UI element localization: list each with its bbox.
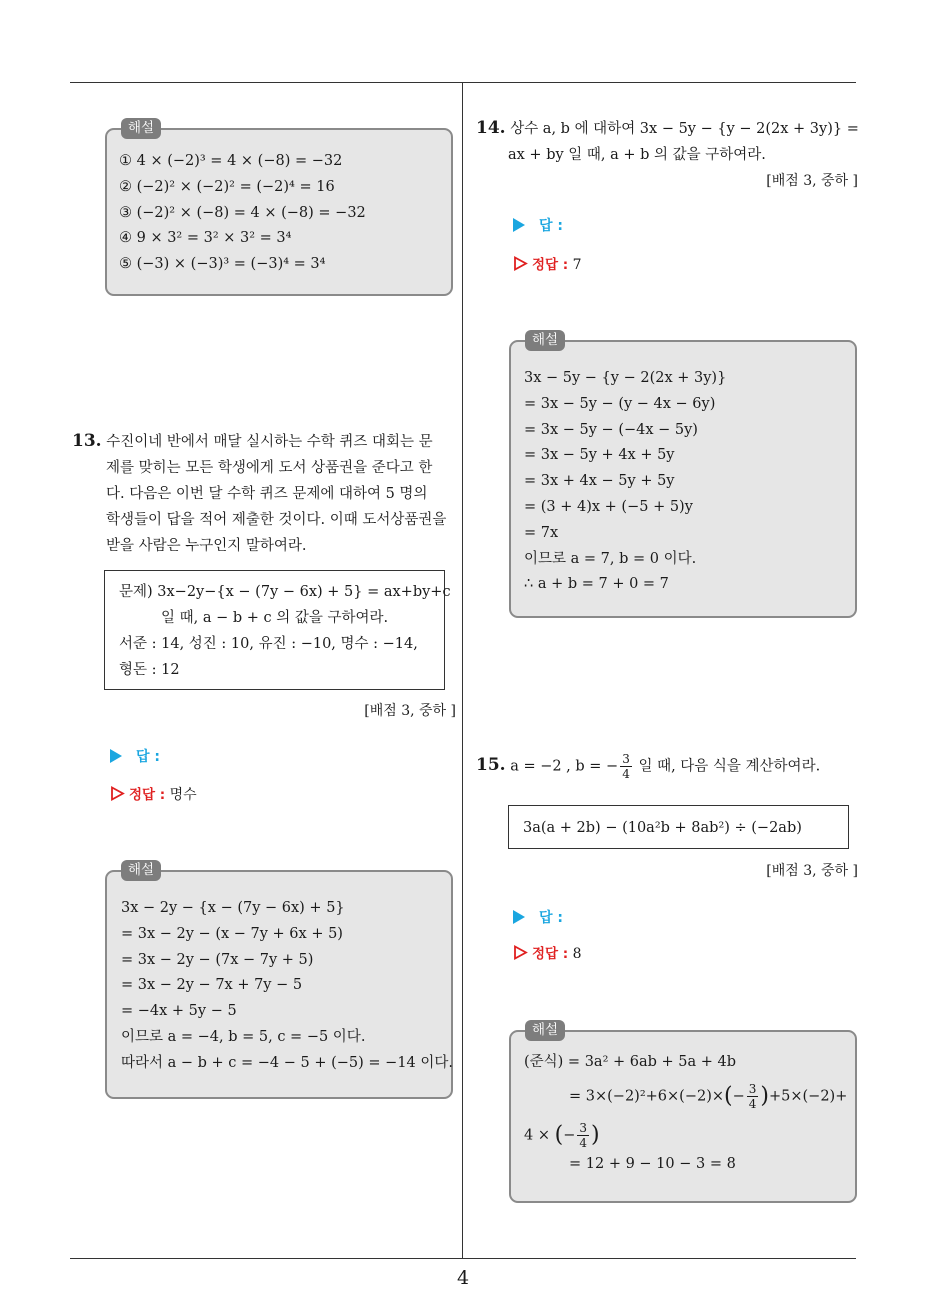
paren-open: ( [724, 1083, 733, 1109]
top-rule [70, 82, 856, 83]
solution-line [524, 1082, 847, 1111]
answer-label: 답 : [136, 749, 160, 765]
solution-line: ③ (−2)² × (−8) = 4 × (−8) = −32 [119, 204, 366, 221]
solution-line: ② (−2)² × (−2)² = (−2)⁴ = 16 [119, 178, 335, 195]
solution-line: ⑤ (−3) × (−3)³ = (−3)⁴ = 3⁴ [119, 256, 326, 273]
neg-sign: − [732, 1088, 745, 1105]
solution-tag: 해설 [121, 118, 161, 139]
question-text: 제를 맞히는 모든 학생에게 도서 상품권을 준다고 한 [106, 460, 433, 476]
fraction-denominator: 4 [579, 1135, 587, 1150]
answer-label: 답 : [539, 218, 563, 234]
question-number: 15. [476, 755, 506, 775]
score-label: [배점 3, 중하 ] [766, 863, 858, 879]
paren-close: ) [590, 1122, 600, 1148]
solution-line: = 3x − 5y + 4x + 5y [524, 447, 675, 464]
frame-line: 문제) 3x−2y−{x − (7y − 6x) + 5} = ax+by+c [119, 584, 451, 600]
fraction-numerator: 3 [748, 1081, 757, 1096]
paren-close: ) [760, 1083, 769, 1109]
solution-line: = −4x + 5y − 5 [121, 1003, 237, 1020]
question-text: 상수 a, b 에 대하여 3x − 5y − {y − 2(2x + 3y)} = [510, 121, 859, 137]
question-text: 다. 다음은 이번 달 수학 퀴즈 문제에 대하여 5 명의 [106, 486, 428, 502]
key-label: 정답 : [532, 257, 569, 273]
solution-text: = 3×(−2)²+6×(−2)× [569, 1088, 724, 1105]
frame-line: 일 때, a − b + c 의 값을 구하여라. [161, 610, 389, 626]
solution-line: ① 4 × (−2)³ = 4 × (−8) = −32 [119, 153, 343, 169]
solution-box-13 [105, 862, 454, 1099]
column-divider [462, 83, 463, 1259]
play-triangle-icon [513, 910, 525, 924]
solution-line: = 3x + 4x − 5y + 5y [524, 473, 675, 490]
fraction-denominator: 4 [622, 767, 630, 781]
key-value: 8 [572, 946, 582, 962]
solution-line: = 3x − 2y − 7x + 7y − 5 [121, 977, 303, 994]
question-text: 일 때, 다음 식을 계산하여라. [633, 758, 821, 775]
answer-prompt [513, 215, 563, 235]
answer-key [513, 942, 582, 962]
bottom-rule [70, 1258, 856, 1259]
solution-line: = 12 + 9 − 10 − 3 = 8 [569, 1155, 736, 1172]
score-label: [배점 3, 중하 ] [364, 703, 456, 719]
score-label: [배점 3, 중하 ] [766, 173, 858, 189]
solution-box-15 [509, 1022, 857, 1203]
fraction-denominator: 4 [748, 1096, 757, 1111]
neg-sign: − [563, 1127, 576, 1144]
solution-line [524, 1121, 847, 1150]
question-text: 받을 사람은 누구인지 말하여라. [106, 538, 307, 554]
fraction-numerator: 3 [579, 1120, 587, 1135]
fraction-numerator: 3 [622, 752, 630, 766]
solution-line: ∴ a + b = 7 + 0 = 7 [524, 576, 669, 593]
fraction [620, 752, 632, 781]
solution-text: 4 × [524, 1127, 550, 1144]
question-text: a = −2 , b = − [510, 758, 619, 775]
solution-line: = (3 + 4)x + (−5 + 5)y [524, 498, 693, 515]
frame-line: 형돈 : 12 [119, 662, 180, 678]
answer-label: 답 : [539, 910, 563, 926]
solution-line: = 3x − 2y − (x − 7y + 6x + 5) [121, 925, 343, 942]
answer-key [513, 253, 582, 273]
solution-tag: 해설 [525, 1020, 565, 1041]
solution-line: = 3x − 5y − (−4x − 5y) [524, 421, 698, 438]
outline-triangle-icon [513, 256, 528, 271]
solution-line: 따라서 a − b + c = −4 − 5 + (−5) = −14 이다. [121, 1054, 454, 1071]
play-triangle-icon [513, 218, 525, 232]
solution-line: 이므로 a = 7, b = 0 이다. [524, 550, 697, 567]
question-text: ax + by 일 때, a + b 의 값을 구하여라. [508, 147, 766, 163]
play-triangle-icon [110, 749, 122, 763]
question-text: 수진이네 반에서 매달 실시하는 수학 퀴즈 대회는 문 [106, 434, 433, 450]
question-text: 학생들이 답을 적어 제출한 것이다. 이때 도서상품권을 [106, 512, 447, 528]
solution-line: 이므로 a = −4, b = 5, c = −5 이다. [121, 1028, 366, 1045]
question-15 [476, 752, 866, 781]
solution-box-14 [509, 332, 857, 618]
page-number: 4 [456, 1267, 470, 1289]
solution-line: = 7x [524, 524, 559, 541]
key-label: 정답 : [532, 946, 569, 962]
outline-triangle-icon [110, 786, 125, 801]
solution-tag: 해설 [121, 860, 161, 881]
expression-frame [508, 805, 849, 849]
solution-text: +5×(−2)+ [768, 1088, 848, 1105]
solution-tag: 해설 [525, 330, 565, 351]
answer-prompt [110, 746, 160, 766]
paren-open: ( [554, 1122, 564, 1148]
answer-key [110, 783, 197, 804]
solution-box-prev [105, 120, 453, 296]
solution-line: ④ 9 × 3² = 3² × 3² = 3⁴ [119, 230, 292, 247]
key-label: 정답 : [129, 787, 166, 803]
frame-line: 3a(a + 2b) − (10a²b + 8ab²) ÷ (−2ab) [523, 820, 802, 836]
solution-line: 3x − 5y − {y − 2(2x + 3y)} [524, 370, 727, 386]
outline-triangle-icon [513, 945, 528, 960]
solution-line: = 3x − 2y − (7x − 7y + 5) [121, 951, 314, 968]
question-number: 13. [72, 431, 102, 451]
solution-line: 3x − 2y − {x − (7y − 6x) + 5} [121, 900, 345, 916]
answer-prompt [513, 907, 563, 927]
question-number: 14. [476, 118, 506, 138]
solution-line: (준식) = 3a² + 6ab + 5a + 4b [524, 1054, 737, 1070]
key-value: 7 [572, 257, 582, 273]
question-14 [476, 115, 866, 168]
fraction [577, 1121, 589, 1150]
problem-frame [104, 570, 451, 690]
question-13 [72, 428, 462, 559]
solution-line: = 3x − 5y − (y − 4x − 6y) [524, 395, 716, 412]
fraction [747, 1082, 759, 1111]
frame-line: 서준 : 14, 성진 : 10, 유진 : −10, 명수 : −14, [119, 636, 418, 652]
key-value: 명수 [169, 787, 197, 803]
